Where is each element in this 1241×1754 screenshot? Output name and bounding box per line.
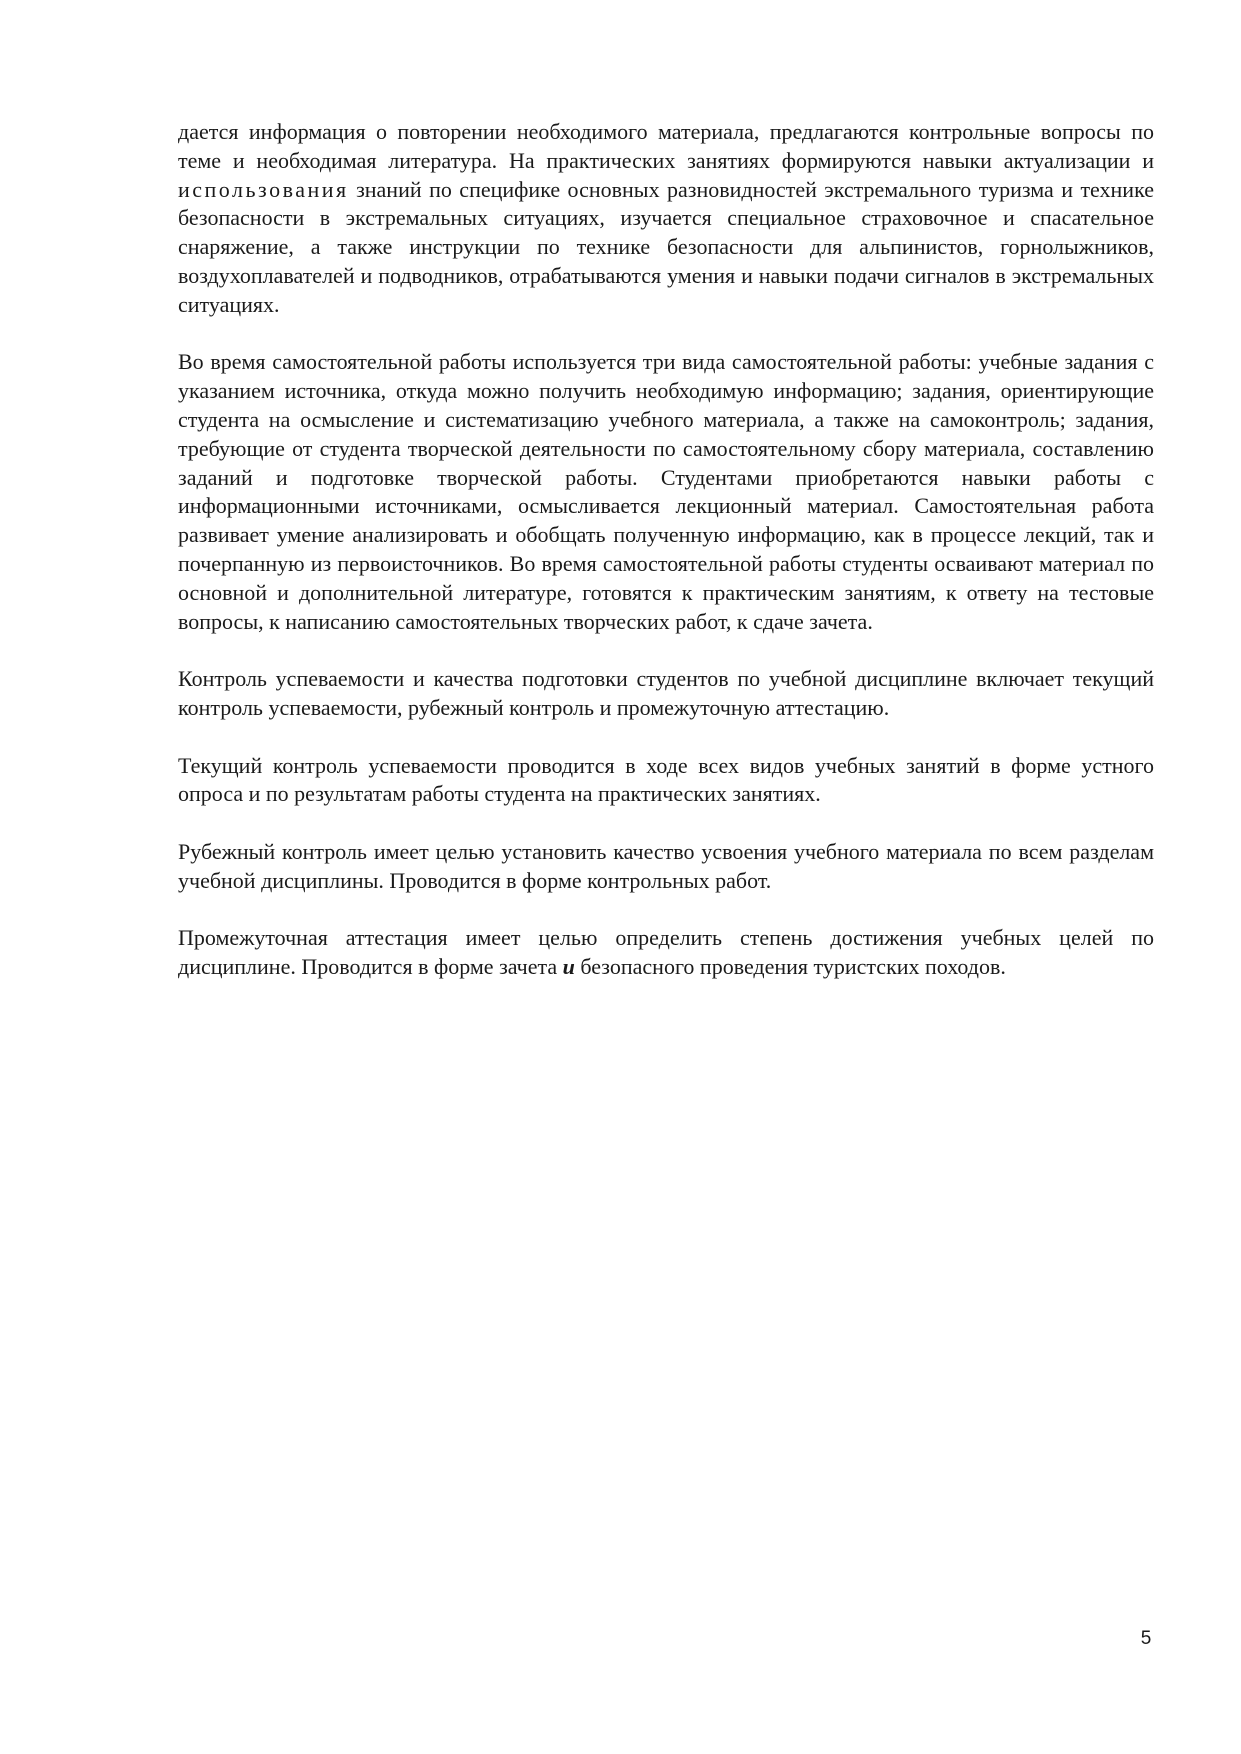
- page-content: [178, 118, 1154, 1011]
- paragraph-lessons-text-end: знаний по специфике основных разновидностей экстремального туризма и технике безопасности в экстремальных ситуациях, изучается специальное страховочное и спасательное снаряжение, а также инструкции по технике безопасности для альпинистов, горнолыжников, воздухоплавателей и подводников, отрабатываются умения и навыки подачи сигналов в экстремальных ситуациях.: [178, 176, 1154, 317]
- paragraph-attestation-text-start: Промежуточная аттестация имеет целью определить степень достижения учебных целей по дисциплине. Проводится в форме зачета: [178, 925, 1154, 980]
- paragraph-lessons-text-start: дается информация о повторении необходимого материала, предлагаются контрольные вопросы по теме и необходимая литература. На практических занятиях формируются навыки актуализации и: [178, 119, 1154, 173]
- emphasis-word: и: [562, 954, 575, 980]
- paragraph-current-control: Текущий контроль успеваемости проводится в ходе всех видов учебных занятий в форме устного опроса и по результатам работы студента на практических занятиях.: [178, 752, 1154, 807]
- paragraph-milestone-control: Рубежный контроль имеет целью установить качество усвоения учебного материала по всем разделам учебной дисциплины. Проводится в форме контрольных работ.: [178, 838, 1154, 893]
- paragraph-lessons: [178, 118, 1154, 320]
- spaced-word: использования: [178, 176, 349, 202]
- paragraph-independent-work: Во время самостоятельной работы используется три вида самостоятельной работы: учебные задания с указанием источника, откуда можно получить необходимую информацию; задания, ориентирующие студента на осмысление и систематизацию учебного материала, а также на самоконтроль; задания, требующие от студента творческой деятельности по самостоятельному сбору материала, составлению заданий и подготовке творческой работы. Студентами приобретаются навыки работы с информационными источниками, осмысливается лекционный материал. Самостоятельная работа развивает умение анализировать и обобщать полученную информацию, как в процессе лекций, так и почерпанную из первоисточников. Во время самостоятельной работы студенты осваивают материал по основной и дополнительной литературе, готовятся к практическим занятиям, к ответу на тестовые вопросы, к написанию самостоятельных творческих работ, к сдаче зачета.: [178, 349, 1154, 634]
- paragraph-intermediate-attestation: [178, 924, 1154, 982]
- paragraph-attestation-text-end: безопасного проведения туристских походов.: [574, 954, 1006, 980]
- paragraph-progress-control: Контроль успеваемости и качества подготовки студентов по учебной дисциплине включает текущий контроль успеваемости, рубежный контроль и промежуточную аттестацию.: [178, 666, 1154, 720]
- page-number: 5: [1140, 1628, 1152, 1649]
